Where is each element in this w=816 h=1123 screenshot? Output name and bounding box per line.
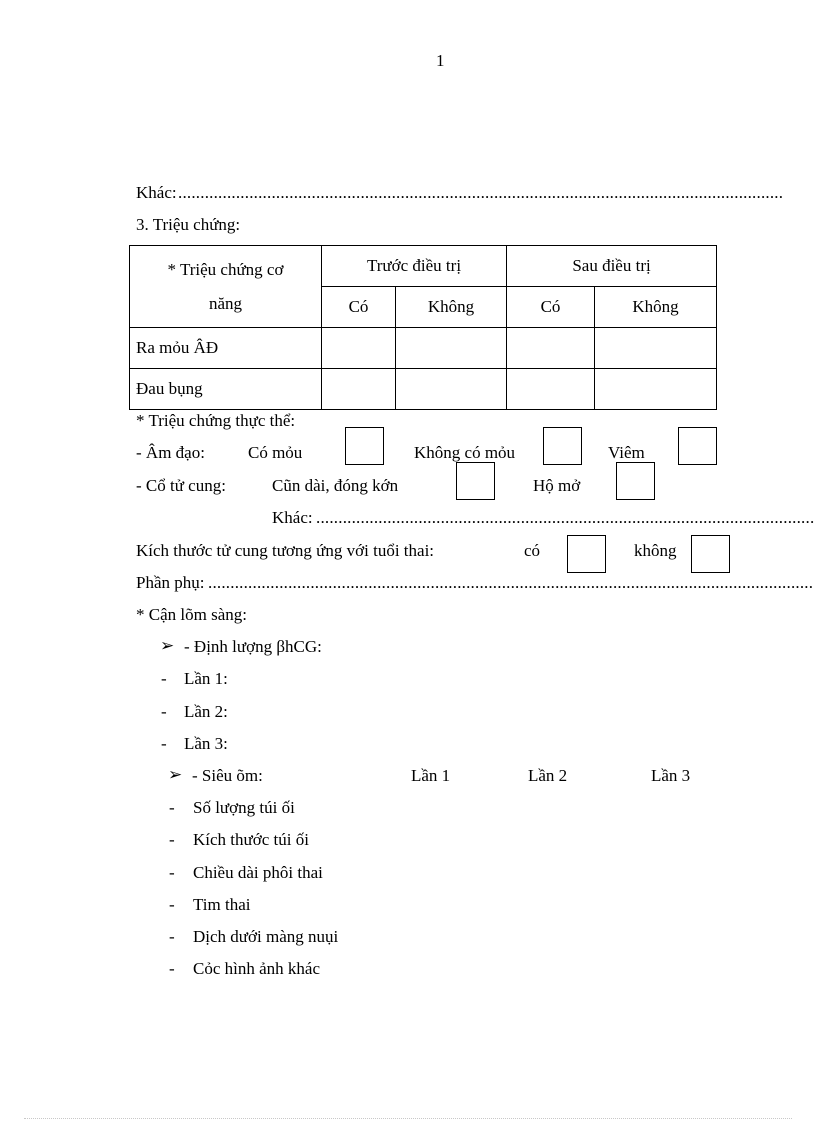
uterus-size-no-checkbox[interactable] bbox=[691, 535, 730, 573]
header-before-yes: Có bbox=[322, 287, 396, 328]
vagina-label: - Âm đạo: bbox=[136, 443, 205, 462]
bhcg-bullet: - bbox=[161, 702, 167, 721]
vagina-no-bleeding-checkbox[interactable] bbox=[543, 427, 582, 465]
page-bottom-divider bbox=[24, 1118, 792, 1119]
cell-before-yes[interactable] bbox=[322, 369, 396, 410]
adnexa-dotted-line: ........................................................................................................................................ bbox=[208, 573, 814, 592]
bhcg-bullet: - bbox=[161, 669, 167, 688]
ultrasound-col-2: Lần 2 bbox=[528, 766, 568, 785]
cervix-other-label: Khác: bbox=[272, 508, 313, 527]
arrow-bullet-icon: ➢ bbox=[160, 636, 175, 655]
page-number: 1 bbox=[436, 51, 445, 70]
cervix-closed-checkbox[interactable] bbox=[456, 462, 495, 500]
ultrasound-col-3: Lần 3 bbox=[651, 766, 691, 785]
ultrasound-item: Số lượng túi ối bbox=[193, 798, 295, 817]
uterus-size-label: Kích thước tử cung tương ứng với tuổi thai: bbox=[136, 541, 435, 560]
ultrasound-bullet: - bbox=[169, 830, 175, 849]
ultrasound-bullet: - bbox=[169, 863, 175, 882]
uterus-size-yes-checkbox[interactable] bbox=[567, 535, 606, 573]
ultrasound-bullet: - bbox=[169, 895, 175, 914]
table-row bbox=[130, 328, 717, 369]
cervix-open-checkbox[interactable] bbox=[616, 462, 655, 500]
section-3-title: 3. Triệu chứng: bbox=[136, 215, 241, 234]
row-label: Ra mỏu ÂĐ bbox=[130, 328, 322, 369]
cervix-other-dotted-line: ................................................................................................................ bbox=[316, 508, 815, 527]
ultrasound-bullet: - bbox=[169, 798, 175, 817]
ultrasound-bullet: - bbox=[169, 927, 175, 946]
cell-after-no[interactable] bbox=[595, 369, 717, 410]
cell-before-no[interactable] bbox=[396, 369, 507, 410]
cell-before-yes[interactable] bbox=[322, 328, 396, 369]
physical-title: * Triệu chứng thực thể: bbox=[136, 411, 296, 430]
bhcg-time-2: Lần 2: bbox=[184, 702, 228, 721]
ultrasound-item: Kích thước túi ối bbox=[193, 830, 309, 849]
bhcg-time-1: Lần 1: bbox=[184, 669, 228, 688]
table-row bbox=[130, 369, 717, 410]
vagina-option-inflammation: Viêm bbox=[608, 443, 645, 462]
vagina-inflammation-checkbox[interactable] bbox=[678, 427, 717, 465]
cervix-option-closed: Cũn dài, đóng kớn bbox=[272, 476, 399, 495]
header-before-treatment: Trước điều trị bbox=[322, 246, 507, 287]
other-label: Khác: bbox=[136, 183, 177, 202]
vagina-option-bleeding: Có mỏu bbox=[248, 443, 303, 462]
other-dotted-line: ........................................................................................................................................ bbox=[178, 183, 784, 202]
cell-after-yes[interactable] bbox=[507, 328, 595, 369]
cell-after-no[interactable] bbox=[595, 328, 717, 369]
ultrasound-bullet: - bbox=[169, 959, 175, 978]
header-functional-symptom: * Triệu chứng cơ năng bbox=[130, 246, 322, 328]
paraclinical-title: * Cận lõm sàng: bbox=[136, 605, 247, 624]
cervix-option-open: Hộ mở bbox=[533, 476, 581, 495]
ultrasound-col-1: Lần 1 bbox=[411, 766, 451, 785]
cell-after-yes[interactable] bbox=[507, 369, 595, 410]
vagina-bleeding-checkbox[interactable] bbox=[345, 427, 384, 465]
ultrasound-item: Cỏc hình ảnh khác bbox=[193, 959, 320, 978]
uterus-size-yes-label: có bbox=[524, 541, 541, 560]
header-after-treatment: Sau điều trị bbox=[507, 246, 717, 287]
symptom-table bbox=[129, 245, 717, 410]
bhcg-bullet: - bbox=[161, 734, 167, 753]
ultrasound-item: Tim thai bbox=[193, 895, 251, 914]
ultrasound-title: - Siêu õm: bbox=[192, 766, 263, 785]
table-header-row bbox=[130, 246, 717, 287]
uterus-size-no-label: không bbox=[634, 541, 677, 560]
header-before-no: Không bbox=[396, 287, 507, 328]
arrow-bullet-icon: ➢ bbox=[168, 765, 183, 784]
bhcg-title: - Định lượng βhCG: bbox=[184, 637, 322, 656]
bhcg-time-3: Lần 3: bbox=[184, 734, 228, 753]
cell-before-no[interactable] bbox=[396, 328, 507, 369]
cervix-label: - Cổ tử cung: bbox=[136, 476, 226, 495]
ultrasound-item: Chiều dài phôi thai bbox=[193, 863, 323, 882]
adnexa-label: Phần phụ: bbox=[136, 573, 205, 592]
vagina-option-no-bleeding: Không có mỏu bbox=[414, 443, 516, 462]
row-label: Đau bụng bbox=[130, 369, 322, 410]
ultrasound-item: Dịch dưới màng nuụi bbox=[193, 927, 339, 946]
header-after-yes: Có bbox=[507, 287, 595, 328]
header-after-no: Không bbox=[595, 287, 717, 328]
